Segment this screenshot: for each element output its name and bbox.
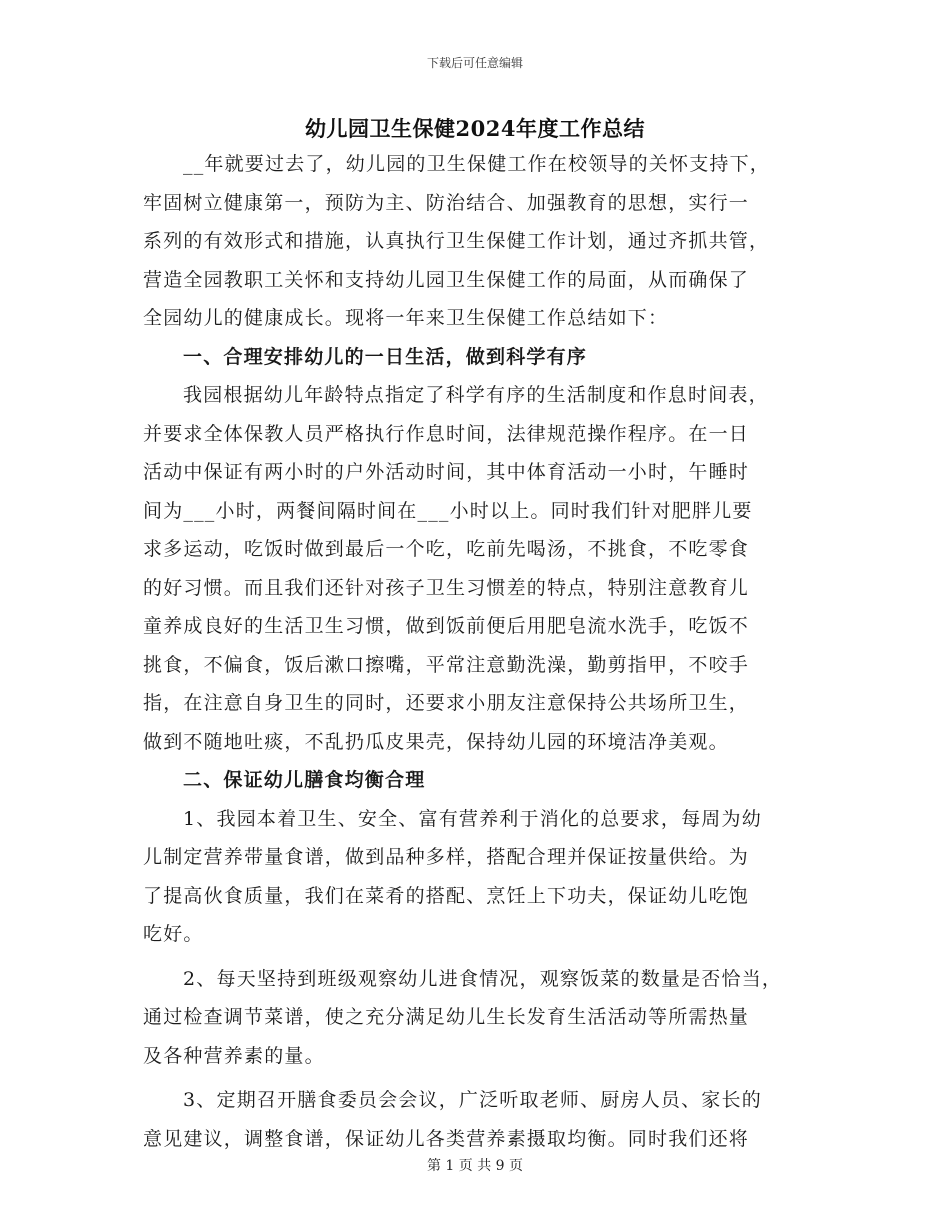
section-heading: 一、合理安排幼儿的一日生活，做到科学有序 — [183, 345, 588, 368]
paragraph-line: 系列的有效形式和措施，认真执行卫生保健工作计划，通过齐抓共管， — [143, 230, 770, 252]
document-body — [143, 145, 813, 1158]
paragraph-line: 3、定期召开膳食委员会会议，广泛听取老师、厨房人员、家长的 — [183, 1089, 762, 1111]
paragraph-line: 我园根据幼儿年龄特点指定了科学有序的生活制度和作息时间表， — [183, 384, 769, 406]
paragraph-line: 2、每天坚持到班级观察幼儿进食情况，观察饭菜的数量是否恰当， — [183, 967, 783, 990]
paragraph-line: 营造全园教职工关怀和支持幼儿园卫生保健工作的局面，从而确保了 — [143, 268, 750, 291]
paragraph-line: 意见建议，调整食谱，保证幼儿各类营养素摄取均衡。同时我们还将 — [143, 1127, 750, 1150]
paragraph-line: 童养成良好的生活卫生习惯，做到饭前便后用肥皂流水洗手，吃饭不 — [143, 615, 750, 637]
page-footer: 第 1 页 共 9 页 — [426, 1158, 524, 1174]
paragraph-line: 通过检查调节菜谱，使之充分满足幼儿生长发育生活活动等所需热量 — [143, 1006, 750, 1028]
paragraph-line: 了提高伙食质量，我们在菜肴的搭配、烹饪上下功夫，保证幼儿吃饱 — [143, 884, 750, 907]
paragraph-line: 及各种营养素的量。 — [143, 1044, 325, 1067]
paragraph-line: 指，在注意自身卫生的同时，还要求小朋友注意保持公共场所卫生， — [143, 692, 750, 714]
paragraph-line: 并要求全体保教人员严格执行作息时间，法律规范操作程序。在一日 — [143, 422, 750, 445]
paragraph-line: 求多运动，吃饭时做到最后一个吃，吃前先喝汤，不挑食，不吃零食 — [143, 538, 750, 560]
paragraph-line: 1、我园本着卫生、安全、富有营养利于消化的总要求，每周为幼 — [183, 807, 762, 830]
paragraph-line: __年就要过去了，幼儿园的卫生保健工作在校领导的关怀支持下， — [183, 153, 771, 175]
paragraph-line: 全园幼儿的健康成长。现将一年来卫生保健工作总结如下： — [143, 307, 669, 329]
section-heading: 二、保证幼儿膳食均衡合理 — [183, 769, 426, 791]
paragraph-line: 挑食，不偏食，饭后漱口擦嘴，平常注意勤洗澡，勤剪指甲，不咬手 — [143, 653, 750, 676]
paragraph-line: 吃好。 — [143, 923, 204, 945]
header-note: 下载后可任意编辑 — [426, 56, 523, 70]
paragraph-line: 牢固树立健康第一，预防为主、防治结合、加强教育的思想，实行一 — [143, 191, 750, 214]
document-title: 幼儿园卫生保健2024年度工作总结 — [305, 116, 645, 141]
paragraph-line: 做到不随地吐痰，不乱扔瓜皮果壳，保持幼儿园的环境洁净美观。 — [143, 730, 729, 753]
paragraph-line: 的好习惯。而且我们还针对孩子卫生习惯差的特点，特别注意教育儿 — [143, 576, 750, 599]
paragraph-line: 活动中保证有两小时的户外活动时间，其中体育活动一小时，午睡时 — [143, 461, 750, 483]
paragraph-line: 儿制定营养带量食谱，做到品种多样，搭配合理并保证按量供给。为 — [143, 846, 750, 868]
paragraph-line: 间为___小时，两餐间隔时间在___小时以上。同时我们针对肥胖儿要 — [143, 499, 753, 522]
